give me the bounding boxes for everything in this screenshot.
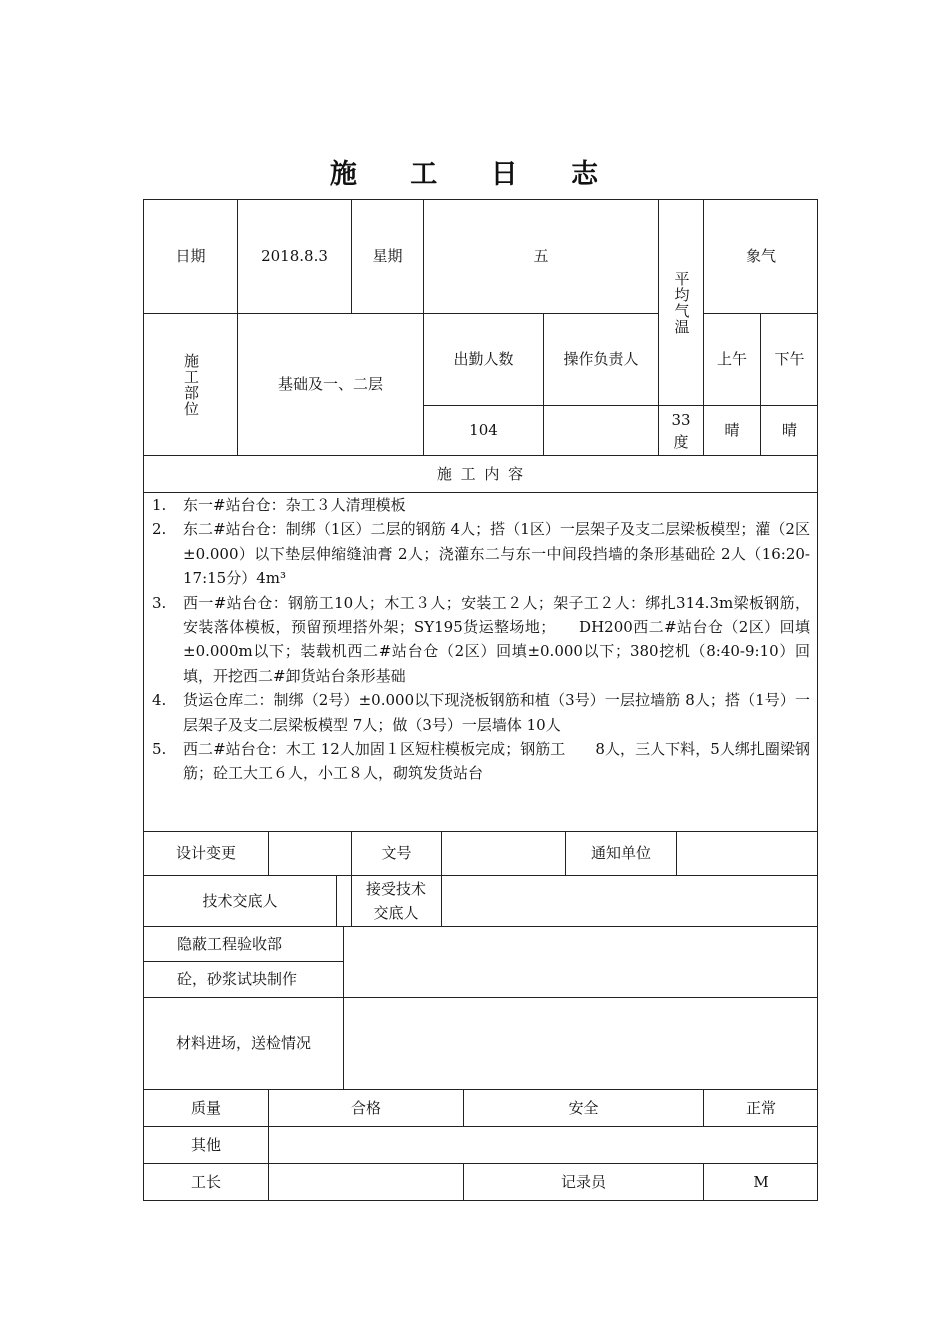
design-change-value (269, 832, 351, 875)
tech-briefer-value (337, 876, 351, 926)
supervisor-label: 操作负责人 (563, 350, 639, 368)
quality-value: 合格 (350, 1098, 381, 1117)
safety-value: 正常 (745, 1098, 776, 1117)
pm-weather: 晴 (781, 421, 797, 439)
tech-briefer-label: 技术交底人 (202, 891, 278, 910)
avg-temp-label: 平均气温 (672, 270, 691, 335)
am-weather: 晴 (724, 421, 740, 439)
attendance-label: 出勤人数 (453, 350, 514, 368)
date-value: 2018.8.3 (261, 247, 328, 265)
date-label: 日期 (175, 247, 206, 265)
quality-label: 质量 (190, 1098, 221, 1117)
content-item: 3. 西一#站台仓：钢筋工10人；木工３人；安装工２人；架子工２人：绑扎314.3m梁板钢筋，安装落体模板，预留预埋搭外架；SY195货运整场地； DH200西二#站台仓（2区）回填±0.000m以下；装载机西二#站台仓（2区）回填±0.000以下；380挖机（8:40-9:10）回填，开挖西二#卸货站台条形基础 (152, 593, 810, 685)
construction-content (152, 493, 810, 786)
attendance-value: 104 (469, 421, 498, 439)
content-item: 1. 东一#站台仓：杂工３人清理模板 (152, 496, 406, 514)
weather-label: 象气 (745, 247, 776, 265)
section-label: 施工部位 (182, 352, 200, 417)
other-label: 其他 (190, 1135, 221, 1154)
recorder-label: 记录员 (560, 1173, 606, 1191)
weekday-label: 星期 (372, 247, 403, 265)
temp-value: 33度 (671, 410, 691, 451)
tech-receiver-value (442, 876, 818, 926)
section-value: 基础及一、二层 (277, 375, 383, 393)
page-title: 施 工 日 志 (329, 159, 621, 190)
notice-unit-label: 通知单位 (590, 844, 651, 862)
safety-label: 安全 (568, 1098, 599, 1117)
hidden-works-value (344, 927, 818, 997)
pm-label: 下午 (774, 350, 805, 368)
content-title: 施 工 内 容 (436, 464, 526, 483)
content-item: 2. 东二#站台仓：制绑（1区）二层的钢筋 4人；搭（1区）一层架子及支二层梁板模型；灌（2区±0.000）以下垫层伸缩缝油膏 2人；浇灌东二与东一中间段挡墙的条形基础砼 2人（16:20-17:15分）4m³ (152, 520, 810, 588)
doc-no-label: 文号 (381, 844, 412, 862)
materials-label: 材料进场，送检情况 (175, 1034, 311, 1052)
tech-receiver-label: 接受技术交底人 (365, 880, 426, 922)
doc-no-value (442, 832, 565, 875)
hidden-works-label: 隐蔽工程验收部 (177, 934, 283, 953)
weekday-value: 五 (533, 247, 549, 265)
recorder-value: M (753, 1173, 769, 1191)
foreman-value (269, 1164, 463, 1201)
am-label: 上午 (716, 350, 747, 368)
foreman-label: 工长 (190, 1173, 221, 1191)
materials-value (344, 998, 818, 1089)
content-item: 4. 货运仓库二：制绑（2号）±0.000以下现浇板钢筋和植（3号）一层拉墙筋 8人；搭（1号）一层架子及支二层梁板模型 7人；做（3号）一层墙体 10人 (152, 691, 810, 734)
supervisor-value (544, 406, 658, 455)
content-item: 5. 西二#站台仓：木工 12人加固１区短柱模板完成；钢筋工 8人，三人下料，5人绑扎圈梁钢筋；砼工大工６人，小工８人，砌筑发货站台 (152, 740, 810, 783)
other-value (269, 1127, 818, 1163)
notice-unit-value (677, 832, 818, 875)
design-change-label: 设计变更 (175, 844, 236, 862)
specimen-label: 砼，砂浆试块制作 (177, 970, 298, 988)
